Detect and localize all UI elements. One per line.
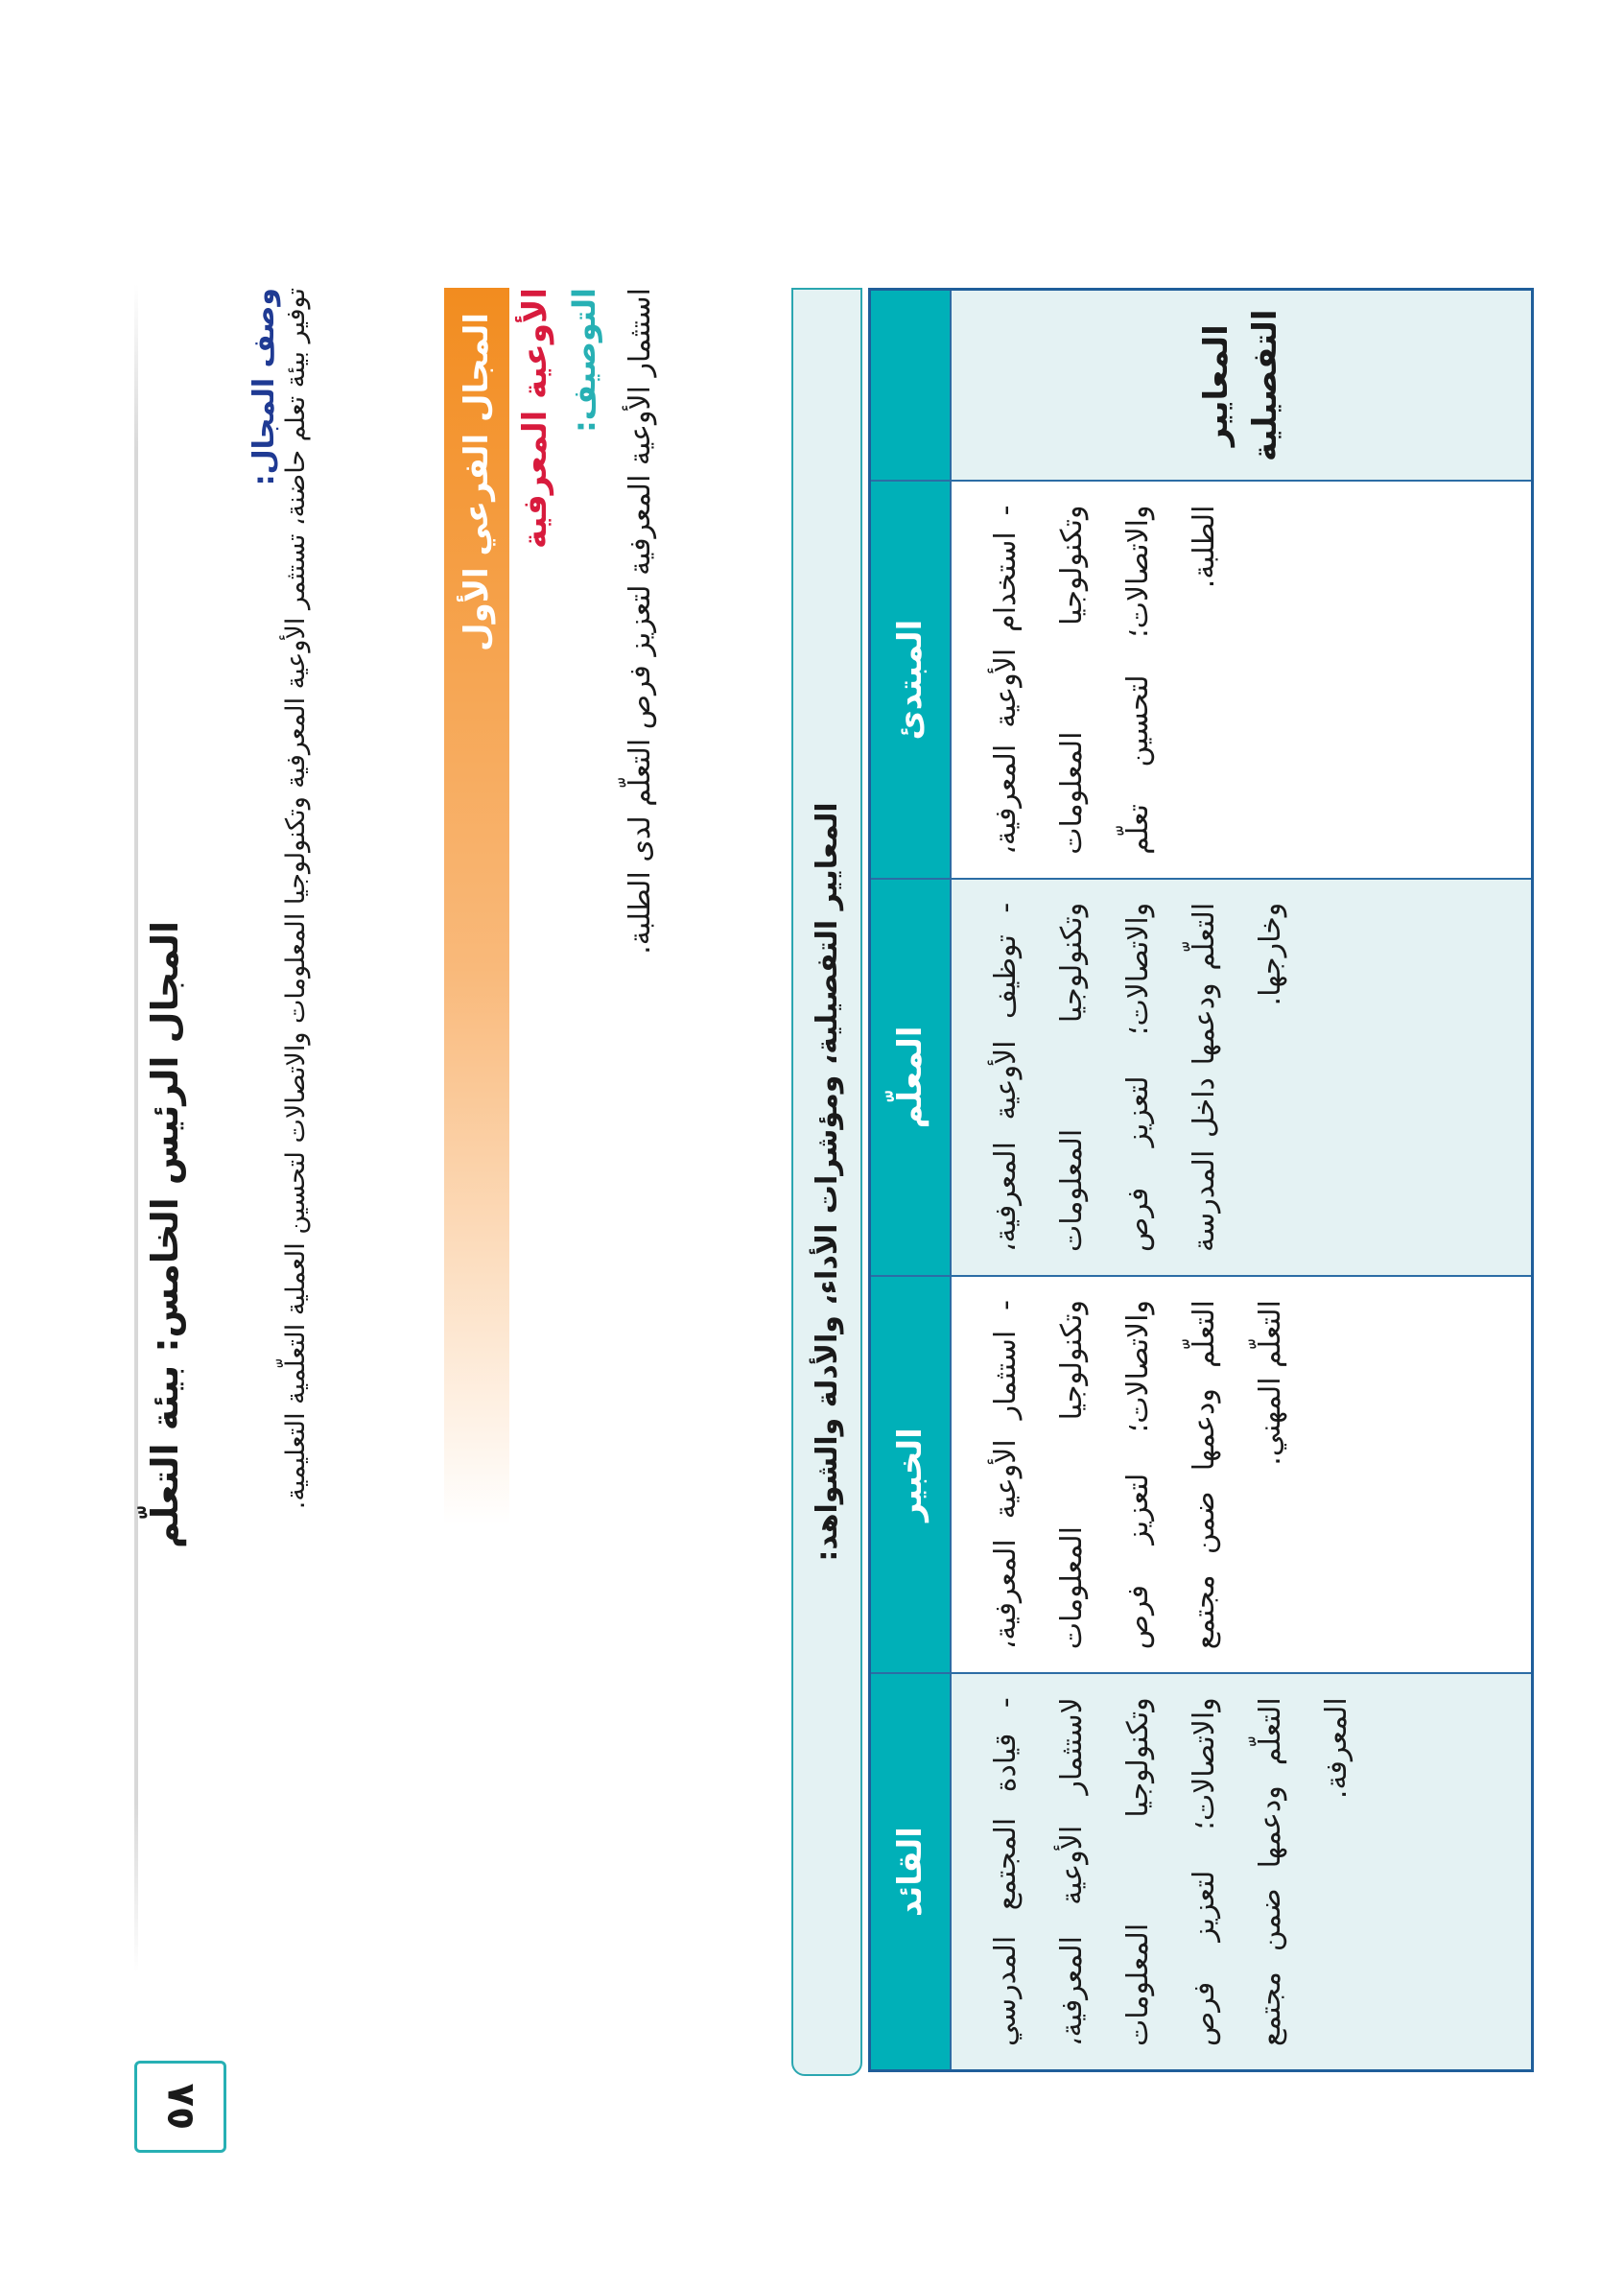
level-header-leader: القائد <box>870 1673 952 2070</box>
level-header-expert: الخبير <box>870 1276 952 1673</box>
criteria-cell-leader: - قيادة المجتمع المدرسي لاستثمار الأوعية المعرفية، وتكنولوجيا المعلومات والاتصالات؛ لتعزيز فرص التعلّم ودعمها ضمن مجتمع المعرفة. <box>951 1673 1533 2070</box>
field-description-text: توفير بيئة تعلم حاضنة، تستثمر الأوعية المعرفية وتكنولوجيا المعلومات والاتصالات لتحسين العملية التعلّمية التعليمية. <box>281 288 311 1510</box>
criteria-cell-expert: - استثمار الأوعية المعرفية، وتكنولوجيا المعلومات والاتصالات؛ لتعزيز فرص التعلّم ودعمها ضمن مجتمع التعلّم المهني. <box>951 1276 1533 1673</box>
level-header-teacher: المعلّم <box>870 879 952 1276</box>
rubric-table <box>868 288 1534 2072</box>
rubric-corner-cell <box>870 290 952 482</box>
criteria-banner-text: المعايير التفصيلية، ومؤشرات الأداء، والأدلة والشواهد: <box>810 802 844 1562</box>
field-description-label: وصف المجال: <box>247 288 281 486</box>
level-header-beginner: المبتدئ <box>870 482 952 879</box>
descriptor-text: استثمار الأوعية المعرفية لتعزيز فرص التعلّم لدى الطلبة. <box>624 288 657 955</box>
rubric-header-row <box>870 290 952 2071</box>
top-rule <box>134 284 138 1972</box>
subfield-bar <box>444 288 509 1525</box>
page-number: ٥٨ <box>134 2061 226 2153</box>
row-header-cell: المعايير التفصيلية <box>951 290 1533 482</box>
subfield-name: الأوعية المعرفية <box>516 288 554 549</box>
criteria-cell-teacher: - توظيف الأوعية المعرفية، وتكنولوجيا المعلومات والاتصالات؛ لتعزيز فرص التعلّم ودعمها داخل المدرسة وخارجها. <box>951 879 1533 1276</box>
main-title: المجال الرئيس الخامس: بيئة التعلّم <box>144 921 186 1549</box>
rubric-row <box>951 290 1533 2071</box>
criteria-banner <box>791 288 862 2076</box>
descriptor-label: التوصيف: <box>566 288 602 433</box>
criteria-cell-beginner: - استخدام الأوعية المعرفية، وتكنولوجيا المعلومات والاتصالات؛ لتحسين تعلّم الطلبة. <box>951 482 1533 879</box>
subfield-bar-label: المجال الفرعي الأول <box>458 313 496 651</box>
field-description <box>247 288 311 2015</box>
